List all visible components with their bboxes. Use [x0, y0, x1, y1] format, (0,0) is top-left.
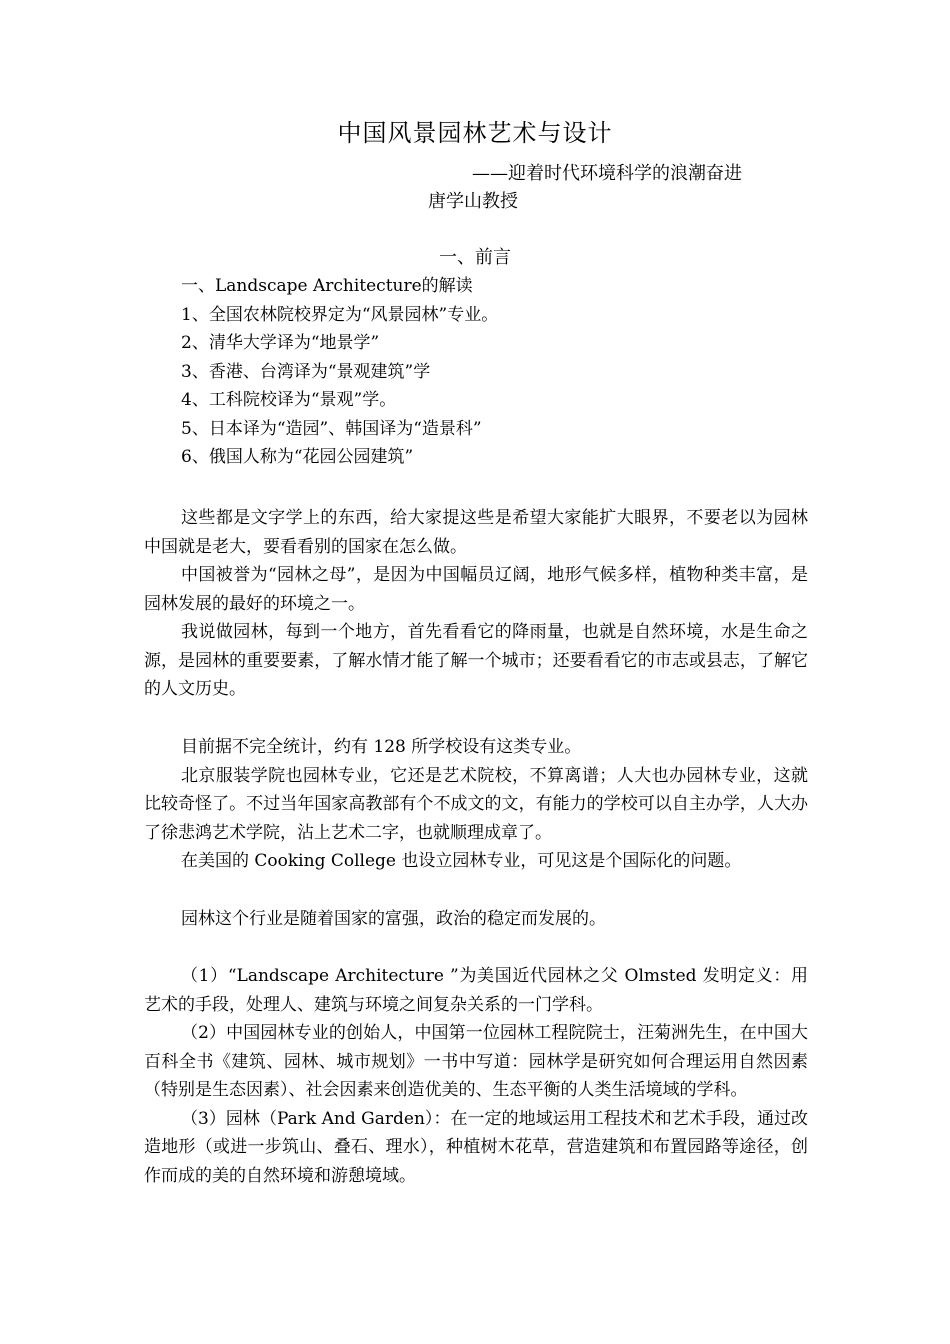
paragraph: 北京服装学院也园林专业，它还是艺术院校，不算离谱；人大也办园林专业，这就比较奇怪了。不过当年国家高教部有个不成文的文，有能力的学校可以自主办学，人大办了徐悲鸿艺术学院，沾上艺术二字，也就顺理成章了。 [144, 765, 808, 843]
paragraph: 目前据不完全统计，约有 128 所学校设有这类专业。 [181, 737, 582, 757]
translation-list [144, 272, 808, 472]
paragraph: 园林这个行业是随着国家的富强，政治的稳定而发展的。 [181, 909, 606, 929]
document-author: 唐学山教授 [428, 191, 518, 212]
paragraph-block-1 [144, 504, 808, 704]
paragraph: （2）中国园林专业的创始人，中国第一位园林工程院院士，汪菊洲先生，在中国大百科全书《建筑、园林、城市规划》一书中写道：园林学是研究如何合理运用自然因素（特别是生态因素）、社会因素来创造优美的、生态平衡的人类生活境域的学科。 [144, 1023, 808, 1100]
paragraph-block-2 [144, 733, 808, 876]
list-item: 4、工科院校译为“景观”学。 [181, 390, 397, 410]
list-item: 3、香港、台湾译为“景观建筑”学 [181, 361, 431, 382]
list-item: 一、Landscape Architecture的解读 [181, 276, 473, 296]
paragraph: （3）园林（Park And Garden）：在一定的地域运用工程技术和艺术手段，通过改造地形（或进一步筑山、叠石、理水），种植树木花草，营造建筑和布置园路等途径，创作而成的美的自然环境和游憩境域。 [144, 1108, 808, 1186]
paragraph: 这些都是文字学上的东西，给大家提这些是希望大家能扩大眼界，不要老以为园林中国就是老大，要看看别的国家在怎么做。 [144, 508, 808, 557]
paragraph-block-3 [144, 905, 808, 934]
paragraph: 在美国的 Cooking College 也设立园林专业，可见这是个国际化的问题。 [181, 851, 742, 871]
paragraph: 我说做园林，每到一个地方，首先看看它的降雨量，也就是自然环境，水是生命之源，是园林的重要要素，了解水情才能了解一个城市；还要看看它的市志或县志，了解它的人文历史。 [144, 622, 808, 699]
list-item: 6、俄国人称为“花园公园建筑” [181, 447, 414, 467]
paragraph-block-4 [144, 962, 808, 1190]
section-heading: 一、前言 [439, 247, 511, 268]
document-title: 中国风景园林艺术与设计 [337, 119, 613, 147]
paragraph: 中国被誉为“园林之母”，是因为中国幅员辽阔，地形气候多样，植物种类丰富，是园林发展的最好的环境之一。 [144, 565, 808, 614]
document-subtitle: ——迎着时代环境科学的浪潮奋进 [472, 163, 742, 184]
list-item: 5、日本译为“造园”、韩国译为“造景科” [181, 418, 482, 439]
list-item: 1、全国农林院校界定为“风景园林”专业。 [181, 304, 499, 325]
paragraph: （1）“Landscape Architecture ”为美国近代园林之父 Olmsted 发明定义：用艺术的手段，处理人、建筑与环境之间复杂关系的一门学科。 [144, 966, 808, 1015]
list-item: 2、清华大学译为“地景学” [181, 333, 380, 353]
